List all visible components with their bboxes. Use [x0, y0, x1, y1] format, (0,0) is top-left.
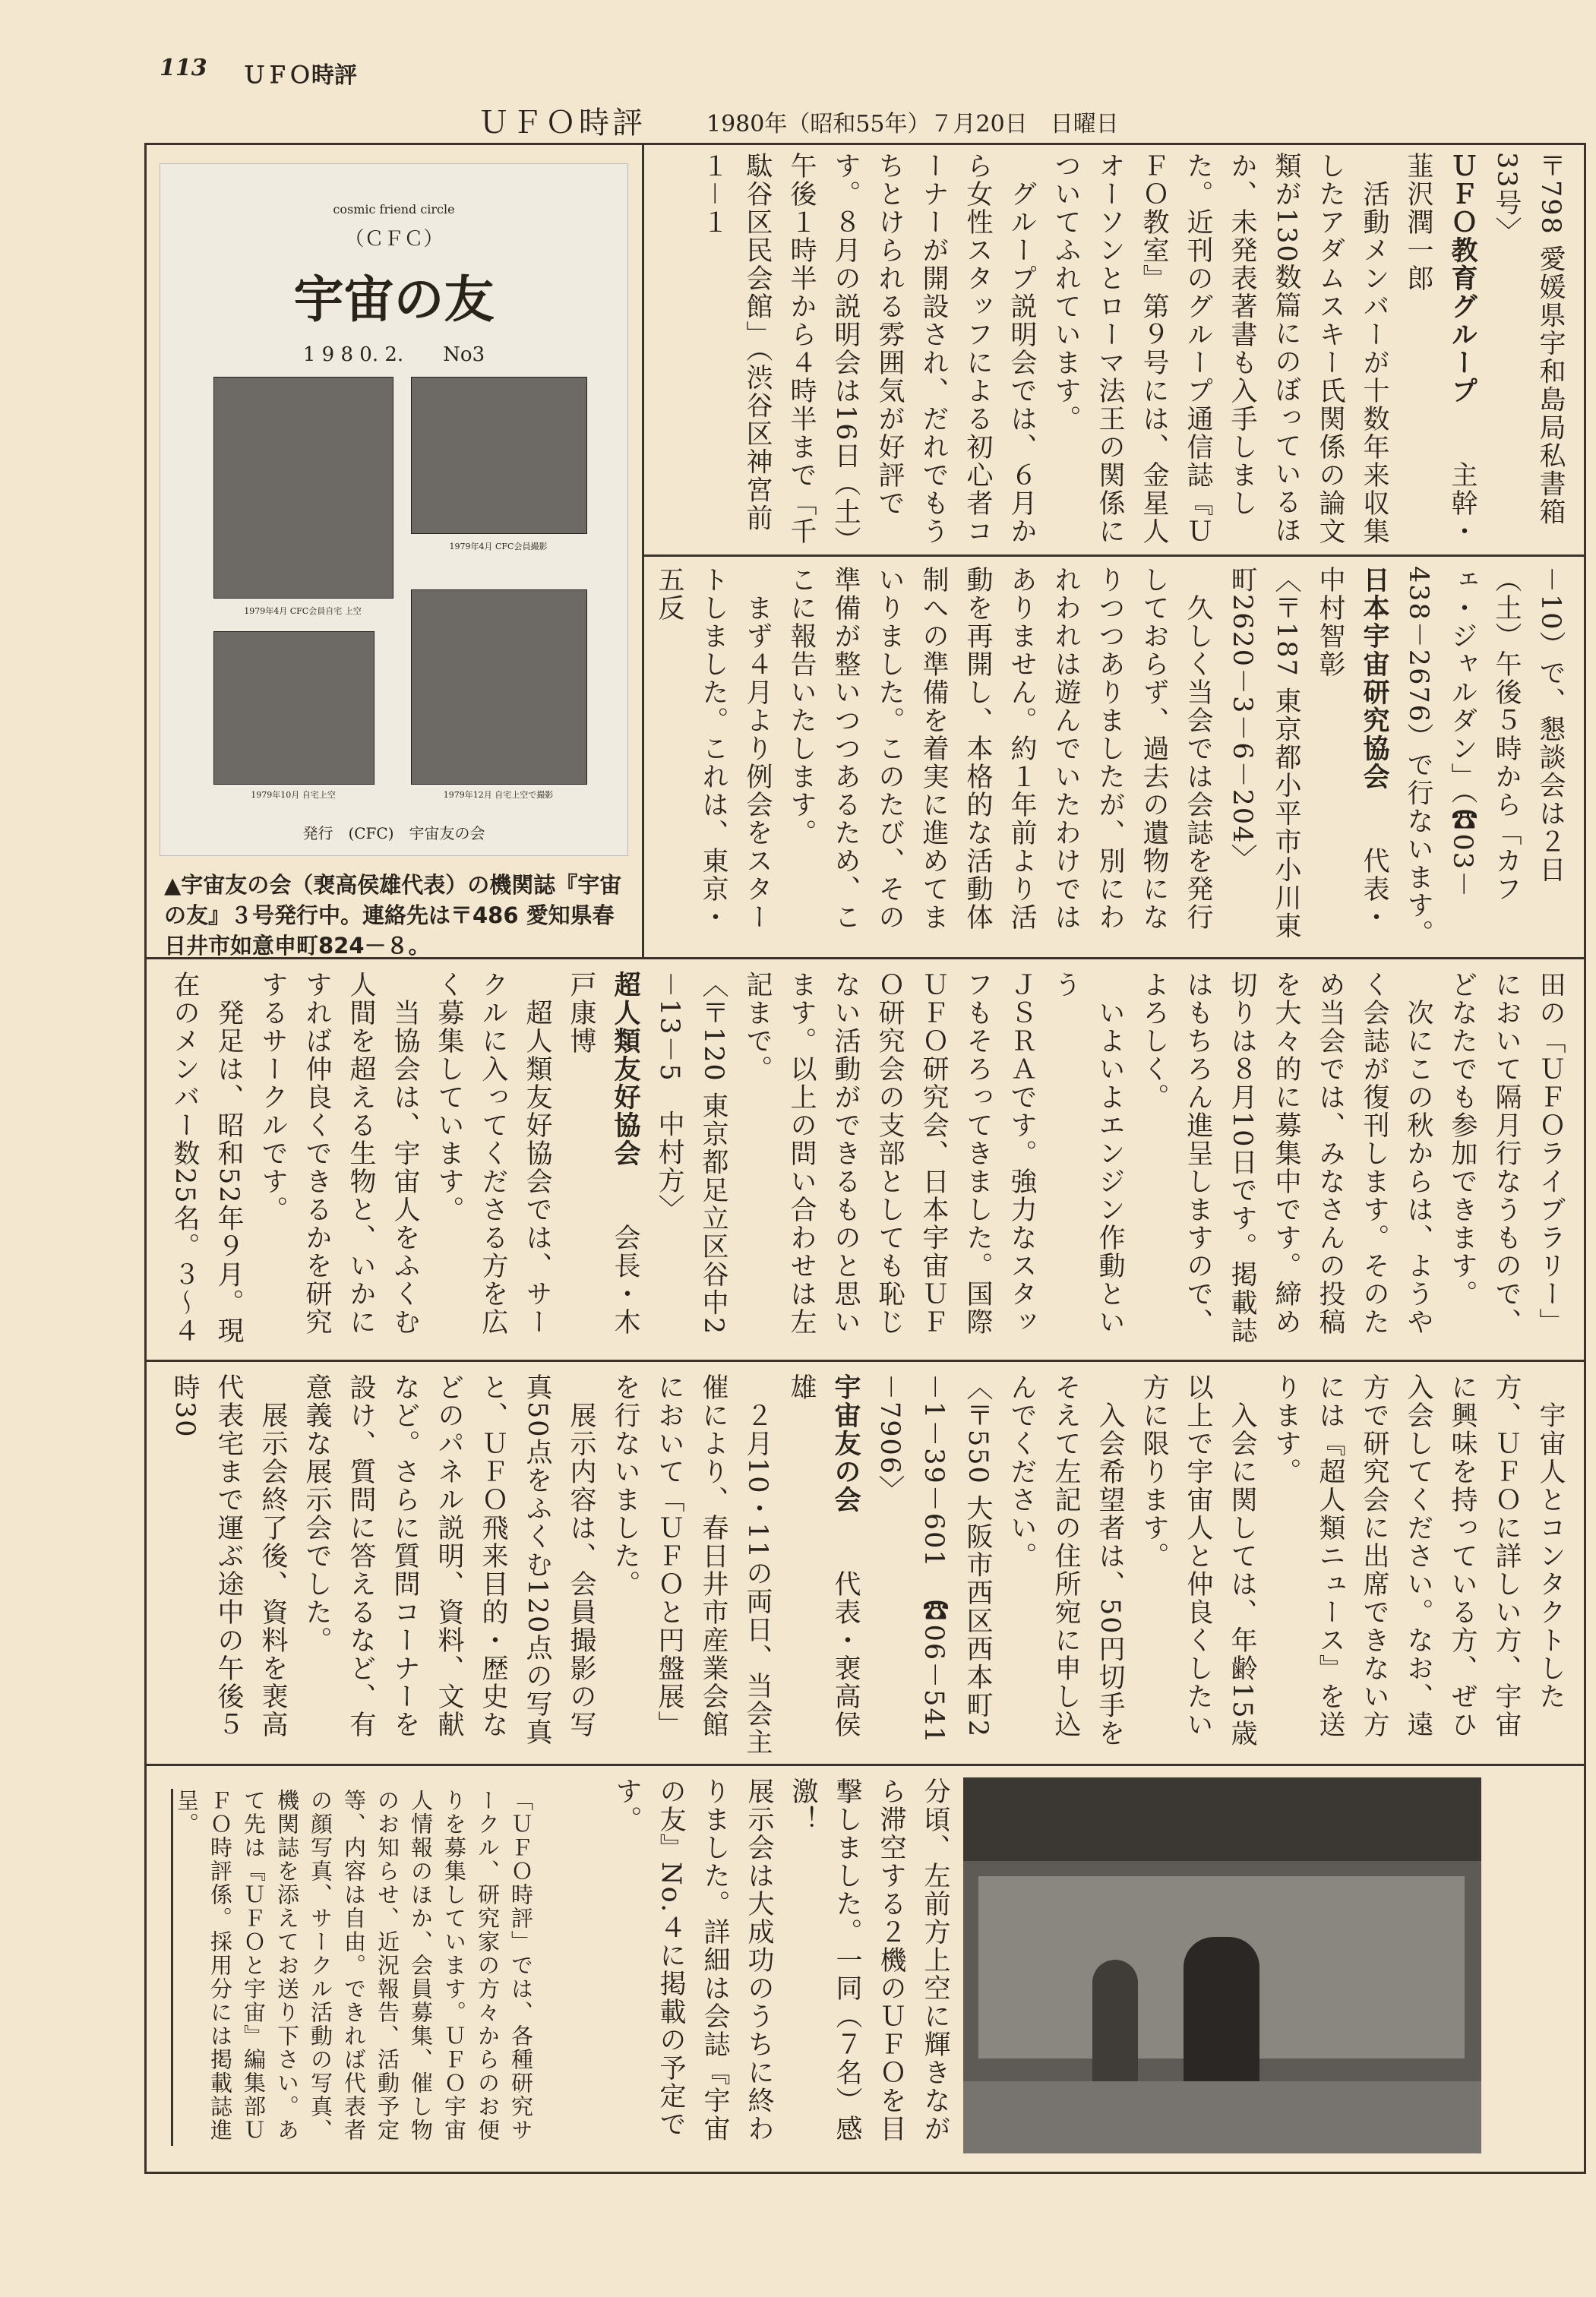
representative: 主幹・韮沢潤一郎	[1403, 152, 1477, 545]
cfc-image-caption: ▲宇宙友の会（裵高侯雄代表）の機関誌『宇宙の友』３号発行中。連絡先は〒486 愛知県春日井市如意申町824－８。	[164, 872, 622, 959]
body-text: 宇宙人とコンタクトした方、ＵＦＯに詳しい方、宇宙に興味を持っている方、ぜひ入会してください。なお、遠方で研究会に出席できない方には『超人類ニュース』を送ります。 入会に関しては、年齢15歳以上で宇宙人と仲良くしたい方に限ります。 入会希望者は、50円切手をそえて左記の住所宛に申し込んでください。 〈〒550 大阪市西区西本町2－1－39－601 ☎06－541－7906〉	[874, 1373, 1566, 1748]
photo-caption: 1979年4月 CFC会員自宅 上空	[244, 606, 362, 616]
divider	[144, 1360, 1586, 1362]
ufo-photo	[411, 589, 587, 785]
body-text: 超人類友好協会では、サークルに入ってくださる方を広く募集しています。 当協会は、宇宙人をふくむ人間を超える生物と、いかにすれば仲良くできるかを研究するサークルです。 発足は、昭和52年９月。現在のメンバー数25名。３～４	[169, 971, 552, 1345]
ufo-photo	[411, 377, 587, 534]
heading-chojin: 超人類友好協会	[610, 971, 640, 1167]
cover-abbrev: （ＣＦＣ）	[344, 228, 444, 251]
column-mid1	[160, 971, 1572, 1354]
column-mid2	[160, 1373, 1572, 1757]
body-text: ２月10・11の両日、当会主催により、春日井市産業会館において「ＵＦＯと円盤展」を行ないました。 展示内容は、会員撮影の写真50点をふくむ120点の写真と、ＵＦＯ飛来目的・歴史などのパネル説明、資料、文献など。さらに質問コーナーを設け、質問に答えるなど、有意義な展示会でした。 展示会終了後、資料を裵高代表宅まで運ぶ途中の午後５時30	[169, 1373, 773, 1757]
divider	[642, 143, 644, 957]
cfc-magazine-cover	[160, 163, 628, 856]
heading-uchu: 宇宙友の会	[830, 1373, 861, 1514]
representative: 会長・木戸康博	[566, 971, 640, 1336]
heading-nihon: 日本宇宙研究協会	[1359, 566, 1389, 791]
masthead: ＵＦＯ時評	[479, 106, 646, 141]
divider	[144, 1764, 1586, 1766]
representative: 代表・裵高侯雄	[786, 1373, 861, 1739]
running-title: ＵＦＯ時評	[243, 62, 357, 89]
exhibition-photo	[963, 1777, 1481, 2153]
notice-text: 「ＵＦＯ時評」では、各種研究サークル、研究家の方々からのお便りを募集しています。ＵＦＯ宇宙人情報のほか、会員募集、催し物のお知らせ、近況報告、活動予定等、内容は自由。できれば代表者の顔写真、サークル活動の写真、機関誌を添えてお送り下さい。あて先は『ＵＦＯと宇宙』編集部ＵＦＯ時評係。採用分には掲載誌進呈。	[174, 1789, 534, 2142]
body-text: －10）で、懇談会は２日（土）午後５時から「カフェ・ジャルダン」（☎03－438－2676）で行ないます。	[1403, 566, 1566, 948]
ufo-photo	[213, 631, 375, 785]
photo-caption: 1979年10月 自宅上空	[251, 790, 336, 800]
column-bottom	[600, 1777, 957, 2153]
body-text: 田の「ＵＦＯライブラリー」において隔月行なうもので、どなたでも参加できます。 次にこの秋からは、ようやく会誌が復刊します。そのため当会では、みなさんの投稿を大々的に募集中です。締め切りは８月10日です。掲載誌はもちろん進呈しますので、よろしく。 いよいよエンジン作動という ＪＳＲＡです。強力なスタッフもそろってきました。国際ＵＦＯ研究会、日本宇宙ＵＦＯ研究会の支部としても恥じない活動ができるものと思います。以上の問い合わせは左記まで。 〈〒120 東京都足立区谷中2－13－5 中村方〉	[654, 971, 1566, 1345]
ufo-photo	[213, 377, 393, 599]
body-text: 〈〒187 東京都小平市小川東町2620－3－6－204〉 久しく当会では会誌を発行しておらず、過去の遺物になりつつありましたが、別にわれわれは遊んでいたわけではありません。約１年前より活動を再開し、本格的な活動体制への準備を着実に進めてまいりました。このたび、その準備が整いつつあるため、ここに報告いたします。 まず４月より例会をスタートしました。これは、東京・五反	[654, 566, 1301, 940]
divider	[644, 555, 1586, 557]
body-text: 活動メンバーが十数年来収集したアダムスキー氏関係の論文類が130数篇にのぼっているほか、未発表著書も入手しました。近刊のグループ通信誌『ＵＦＯ教室』第９号には、金星人オーソンとローマ法王の関係についてふれています。 グループ説明会では、６月から女性スタッフによる初心者コーナーが開設され、だれでもうちとけられる雰囲気が好評です。８月の説明会は16日（土）午後１時半から４時半まで「千駄谷区民会館」（渋谷区神宮前１－１	[698, 152, 1389, 545]
cover-small-title: cosmic friend circle	[333, 202, 455, 216]
photo-caption: 1979年12月 自宅上空で撮影	[443, 790, 554, 800]
cover-publisher: 発行 (CFC) 宇宙友の会	[302, 824, 485, 842]
cover-title: 宇宙の友	[293, 270, 495, 329]
dateline: 1980年（昭和55年）７月20日 日曜日	[706, 111, 1119, 137]
body-text: 分頃、左前方上空に輝きながら滞空する２機のＵＦＯを目撃しました。一同（７名）感激！ 展示会は大成功のうちに終わりました。詳細は会誌『宇宙の友』No.４に掲載の予定です。	[612, 1777, 950, 2143]
address: 〒798 愛媛県宇和島局私書箱33号〉	[1491, 152, 1566, 526]
page-number: 113	[160, 55, 207, 81]
column-nihon	[653, 566, 1572, 949]
cover-issue: 1 9 8 0. 2. No3	[302, 343, 485, 366]
heading-ufo-edu: ＵＦＯ教育グループ	[1447, 152, 1477, 405]
photo-caption: 1979年4月 CFC会員撮影	[449, 542, 548, 551]
editorial-notice	[171, 1789, 538, 2146]
representative: 代表・中村智彰	[1315, 566, 1389, 931]
column-ufo-edu	[653, 152, 1572, 551]
